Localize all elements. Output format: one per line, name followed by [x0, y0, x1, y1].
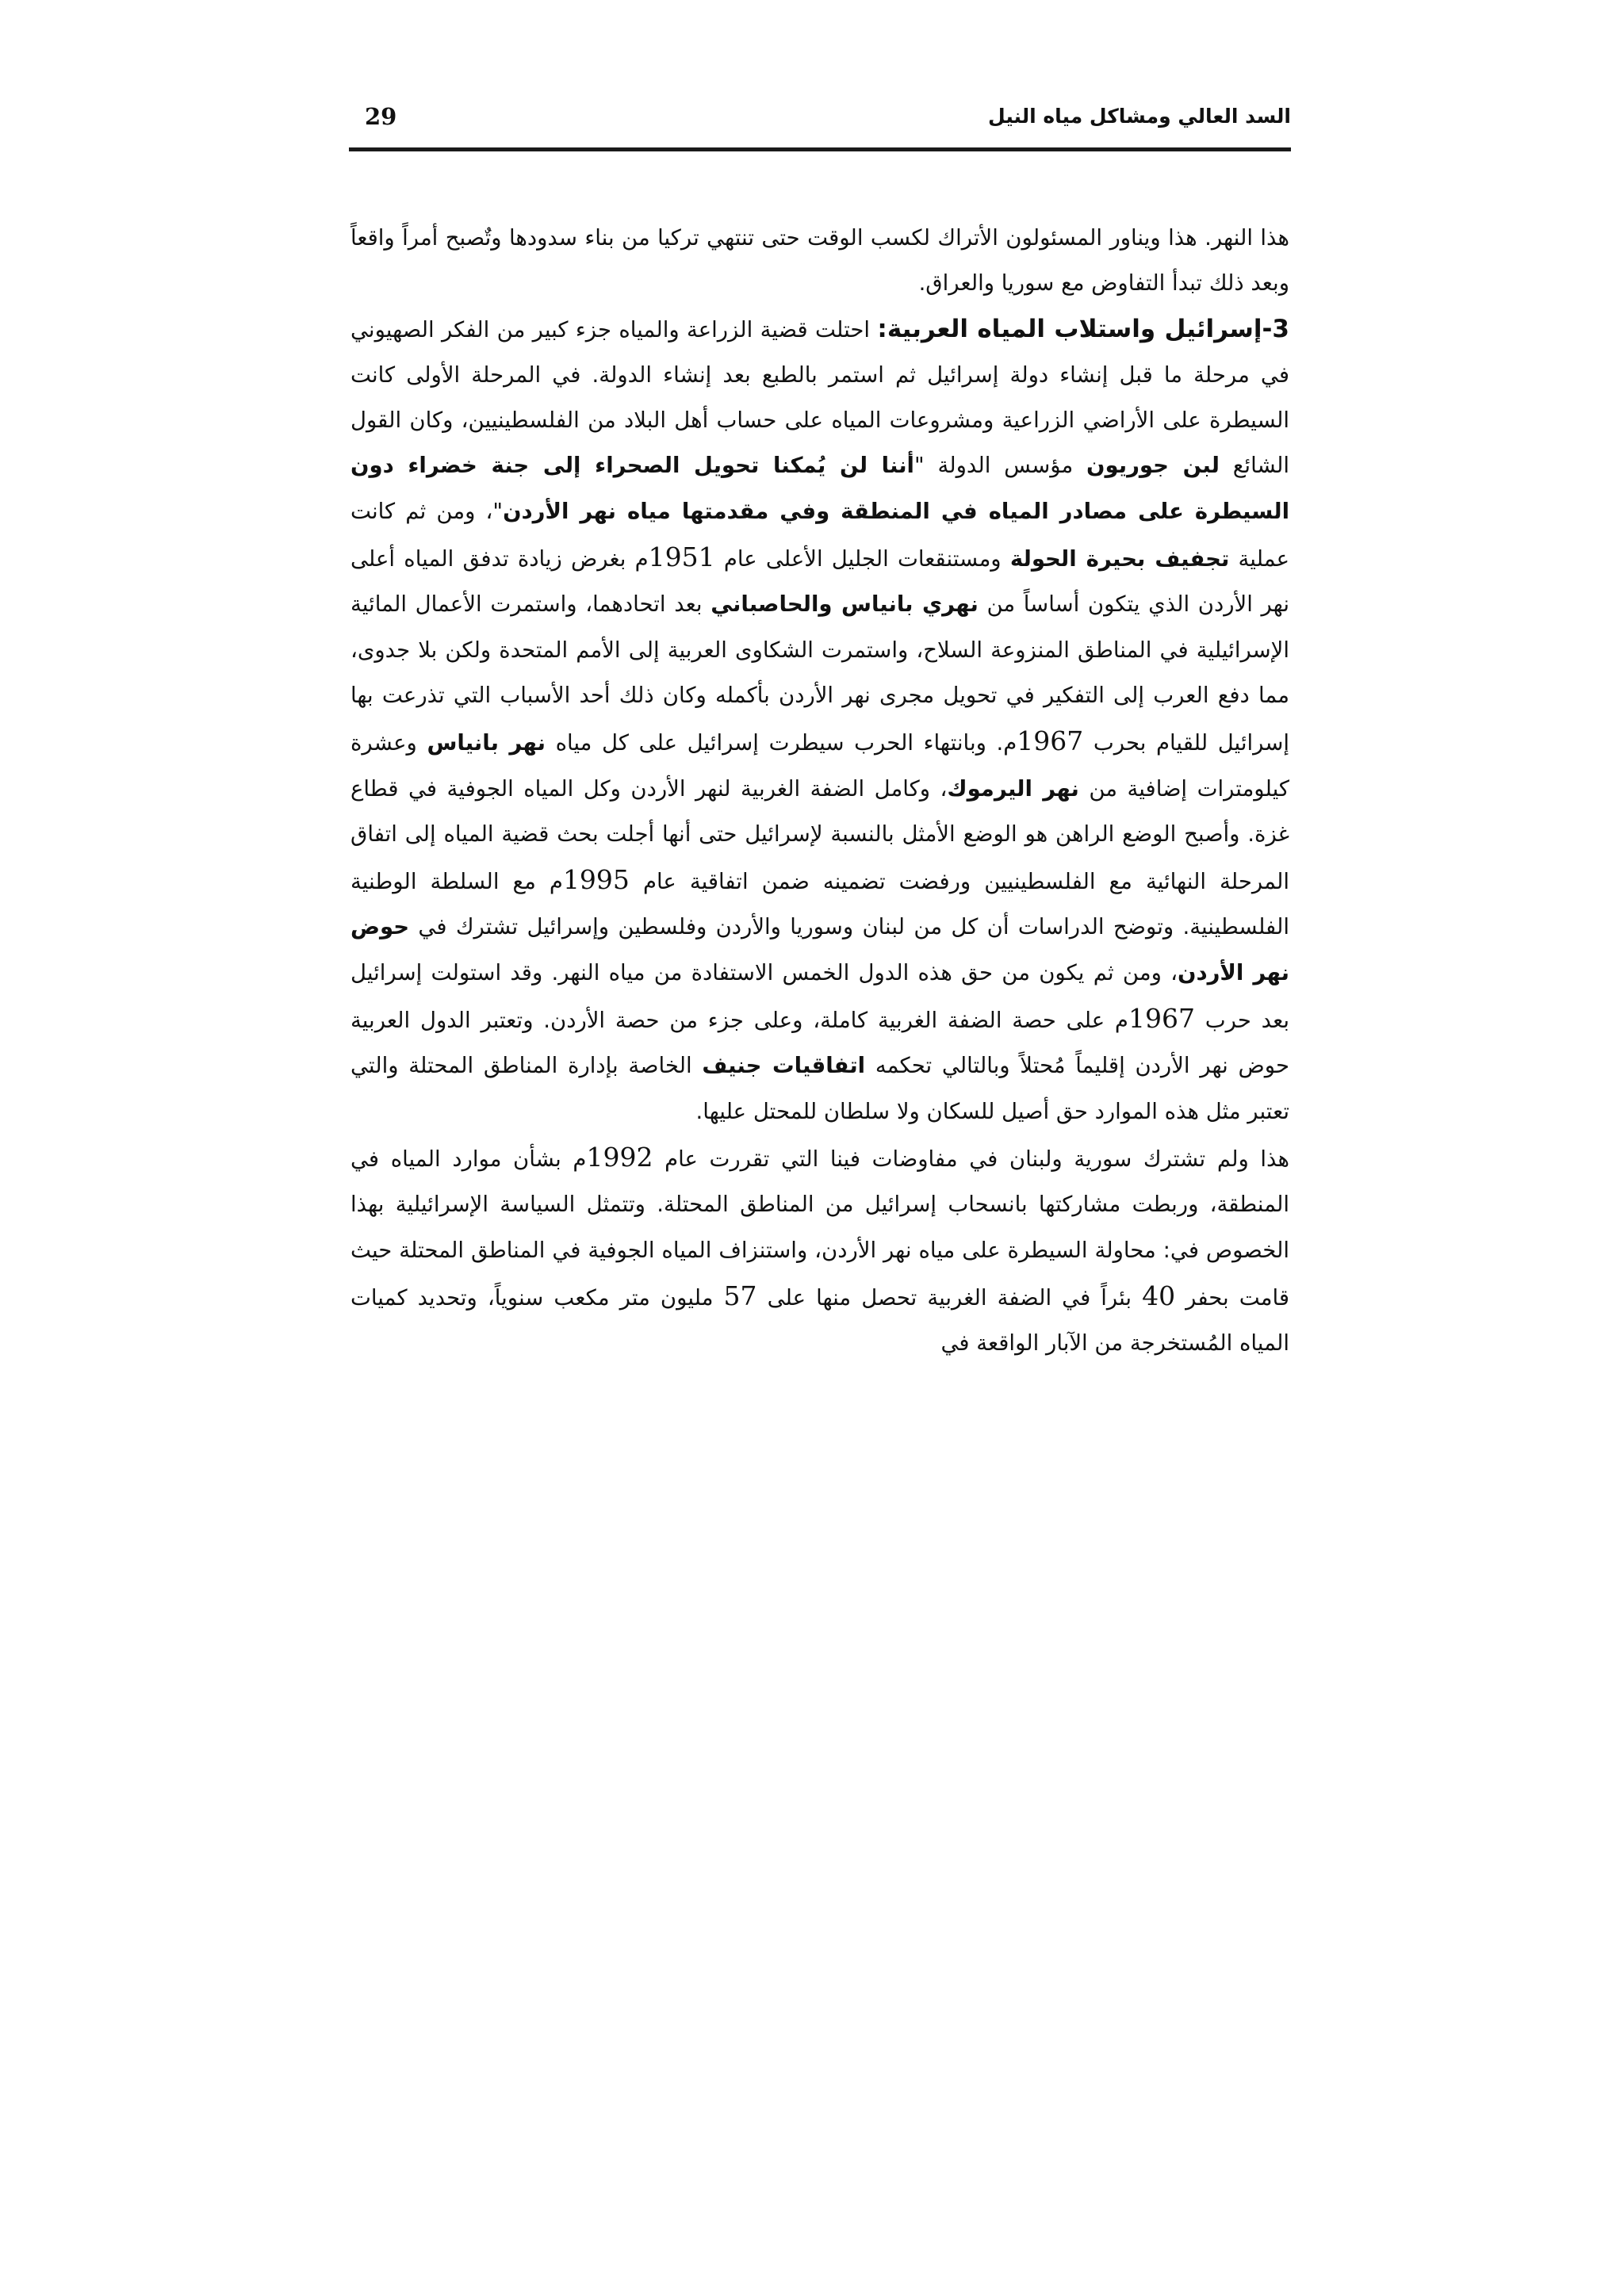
text-span: مؤسس الدولة " [914, 453, 1087, 479]
text-span: ، وكامل الضفة الغربية لنهر الأردن وكل المياه الجوفية في قطاع غزة. وأصبح الوضع الراهن هو الوضع الأمثل بالنسبة لإسرائيل حتى أنها أجلت بحث قضية المياه إلى اتفاق المرحلة النهائية مع الفلسطينيين ورفضت تضمينه ضمن اتفاقية عام [350, 775, 1289, 895]
paragraph-2 [350, 307, 1289, 1135]
body-text [350, 216, 1289, 1366]
paragraph-3 [350, 1135, 1289, 1366]
bold-phrase: نهر بانياس [427, 730, 546, 756]
year-number: 1967 [1017, 725, 1084, 757]
text-span: وعشرة كيلومترات إضافية من [350, 730, 1289, 802]
text-span: "، ومن ثم كانت عملية [350, 498, 1290, 572]
text-span: احتلت قضية الزراعة والمياه جزء كبير من الفكر الصهيوني في مرحلة ما قبل إنشاء دولة إسرائيل ثم استمر بالطبع بعد إنشاء الدولة. في المرحلة الأولى كانت السيطرة على الأراضي الزراعية ومشروعات المياه على حساب أهل البلاد من الفلسطينيين، وكان القول الشائع [350, 316, 1290, 479]
section-heading: 3-إسرائيل واستلاب المياه العربية: [877, 314, 1289, 343]
text-span: بئراً في الضفة الغربية تحصل منها على [756, 1284, 1143, 1311]
text-span: ومستنقعات الجليل الأعلى عام [714, 546, 1010, 572]
year-number: 1992 [586, 1141, 653, 1173]
count-number: 40 [1142, 1280, 1176, 1311]
paragraph-1: هذا النهر. هذا ويناور المسئولون الأتراك لكسب الوقت حتى تنتهي تركيا من بناء سدودها وتٌصبح أمراً واقعاً وبعد ذلك تبدأ التفاوض مع سوريا والعراق. [350, 225, 1289, 297]
bold-phrase: تجفيف بحيرة الحولة [1009, 546, 1230, 572]
text-span: هذا ولم تشترك سورية ولبنان في مفاوضات فينا التي تقررت عام [653, 1146, 1289, 1172]
text-span: ، ومن ثم يكون من حق هذه الدول الخمس الاستفادة من مياه النهر. وقد استولت إسرائيل بعد حرب [350, 959, 1289, 1034]
bold-phrase: نهري بانياس والحاصباني [710, 591, 979, 618]
year-number: 1967 [1128, 1003, 1195, 1035]
text-span: بعد اتحادهما، واستمرت الأعمال المائية الإسرائيلية في المناطق المنزوعة السلاح، واستمرت الشكاوى العربية إلى الأمم المتحدة ولكن بلا جدوى، مما دفع العرب إلى التفكير في تحويل مجرى نهر الأردن بأكمله وكان ذلك أحد الأسباب التي تذرعت بها إسرائيل للقيام بحرب [350, 591, 1289, 756]
running-header [349, 101, 1291, 149]
bold-phrase: حوض نهر الأردن [350, 914, 1289, 985]
bold-phrase: لبن جوريون [1086, 453, 1220, 479]
header-title: السد العالي ومشاكل مياه النيل [988, 105, 1291, 128]
header-divider [349, 147, 1291, 151]
text-span: م على حصة الضفة الغربية كاملة، وعلى جزء من حصة الأردن. وتعتبر الدول العربية حوض نهر الأردن إقليماً مُحتلاً وبالتالي تحكمه [350, 1008, 1290, 1079]
text-span: م بشأن موارد المياه في المنطقة، وربطت مشاركتها بانسحاب إسرائيل من المناطق المحتلة. وتتمثل السياسة الإسرائيلية بهذا الخصوص في: محاولة السيطرة على مياه نهر الأردن، واستنزاف المياه الجوفية في المناطق المحتلة حيث قامت بحفر [350, 1146, 1289, 1311]
year-number: 1951 [648, 541, 715, 573]
text-span: الخاصة بإدارة المناطق المحتلة والتي تعتبر مثل هذه الموارد حق أصيل للسكان ولا سلطان للمحتل عليها. [350, 1053, 1289, 1124]
year-number: 1995 [562, 864, 630, 896]
text-span: م. وبانتهاء الحرب سيطرت إسرائيل على كل مياه [545, 730, 1017, 756]
count-number: 57 [723, 1280, 757, 1311]
bold-phrase: اتفاقيات جنيف [702, 1053, 866, 1079]
page-number: 29 [365, 103, 397, 130]
bold-phrase: نهر اليرموك [947, 775, 1079, 802]
text-span: م بغرض زيادة تدفق المياه أعلى نهر الأردن الذي يتكون أساساً من [350, 546, 1290, 618]
text-span: مليون متر مكعب سنوياً، وتحديد كميات المياه المُستخرجة من الآبار الواقعة في [350, 1284, 1289, 1357]
text-span: م مع السلطة الوطنية الفلسطينية. وتوضح الدراسات أن كل من لبنان وسوريا والأردن وفلسطين وإسرائيل تشترك في [350, 869, 1289, 940]
bold-quote: أننا لن يُمكنا تحويل الصحراء إلى جنة خضراء دون السيطرة على مصادر المياه في المنطقة وفي مقدمتها مياه نهر الأردن [350, 453, 1290, 524]
